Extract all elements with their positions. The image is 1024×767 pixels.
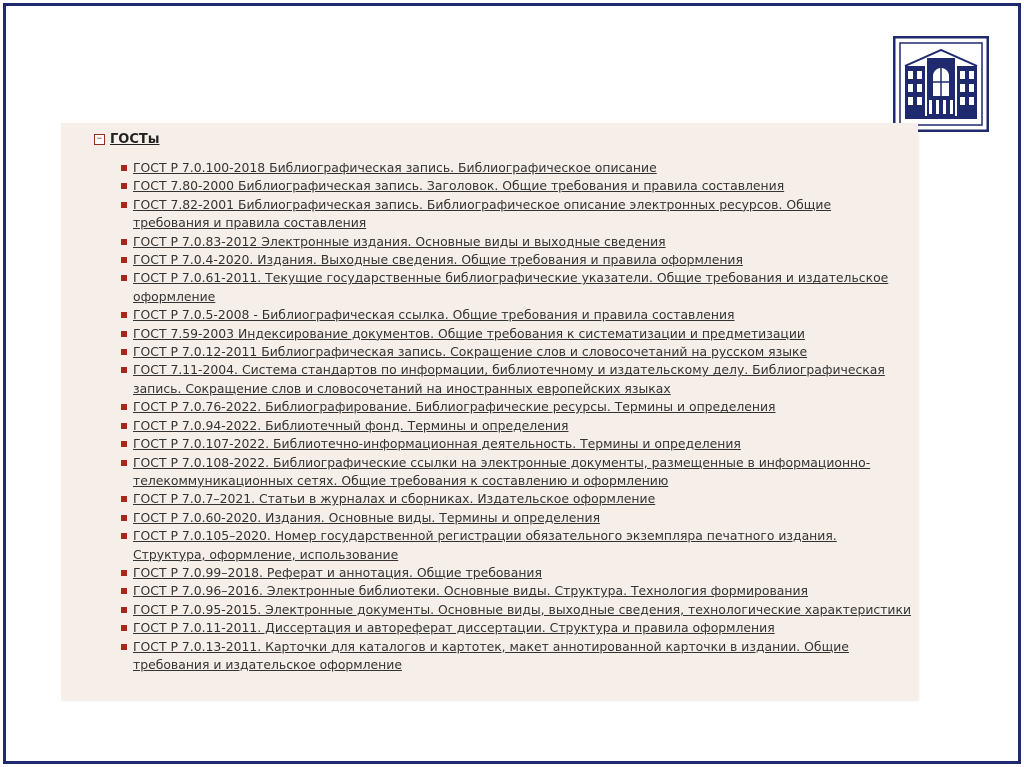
list-item	[121, 251, 911, 269]
gost-link[interactable]: ГОСТ Р 7.0.107-2022. Библиотечно-информационная деятельность. Термины и определения	[133, 436, 741, 452]
gost-link[interactable]: ГОСТ Р 7.0.11-2011. Диссертация и автореферат диссертации. Структура и правила оформления	[133, 620, 775, 636]
gost-link[interactable]: ГОСТ Р 7.0.5-2008 - Библиографическая ссылка. Общие требования и правила составления	[133, 307, 735, 323]
gost-link[interactable]: ГОСТ Р 7.0.7–2021. Статьи в журналах и сборниках. Издательское оформление	[133, 491, 656, 507]
list-item	[121, 509, 911, 527]
list-item	[121, 159, 911, 177]
gost-list	[121, 159, 911, 674]
gost-link[interactable]: ГОСТ Р 7.0.12-2011 Библиографическая запись. Сокращение слов и словосочетаний на русском языке	[133, 344, 808, 360]
list-item	[121, 564, 911, 582]
gost-link[interactable]: ГОСТ Р 7.0.108-2022. Библиографические ссылки на электронные документы, размещенные в информационно-телекоммуникационных сетях. Общие требования к составлению и оформлению	[133, 454, 871, 488]
list-item	[121, 417, 911, 435]
gost-link[interactable]: ГОСТ Р 7.0.60-2020. Издания. Основные виды. Термины и определения	[133, 509, 601, 525]
list-item	[121, 269, 911, 306]
gost-link[interactable]: ГОСТ Р 7.0.96–2016. Электронные библиотеки. Основные виды. Структура. Технология формирования	[133, 583, 808, 599]
gost-link[interactable]: ГОСТ Р 7.0.13-2011. Карточки для каталогов и картотек, макет аннотированной карточки в издании. Общие требования и издательское оформление	[133, 638, 849, 672]
collapse-toggle-icon[interactable]: −	[94, 134, 105, 145]
slide-frame	[3, 3, 1021, 764]
gost-link[interactable]: ГОСТ Р 7.0.76-2022. Библиографирование. Библиографические ресурсы. Термины и определения	[133, 399, 776, 415]
list-item	[121, 527, 911, 564]
tree-header	[94, 132, 160, 147]
gost-link[interactable]: ГОСТ Р 7.0.105–2020. Номер государственной регистрации обязательного экземпляра печатного издания. Структура, оформление, использование	[133, 528, 837, 562]
building-logo-icon	[893, 36, 989, 132]
list-item	[121, 638, 911, 675]
list-item	[121, 361, 911, 398]
gost-list-panel	[61, 123, 918, 700]
gost-link[interactable]: ГОСТ Р 7.0.99–2018. Реферат и аннотация. Общие требования	[133, 564, 542, 580]
gost-link[interactable]: ГОСТ 7.59-2003 Индексирование документов. Общие требования к систематизации и предметизации	[133, 325, 805, 341]
gost-link[interactable]: ГОСТ Р 7.0.95-2015. Электронные документы. Основные виды, выходные сведения, технологические характеристики	[133, 601, 911, 617]
list-item	[121, 619, 911, 637]
list-item	[121, 306, 911, 324]
gost-link[interactable]: ГОСТ Р 7.0.4-2020. Издания. Выходные сведения. Общие требования и правила оформления	[133, 252, 743, 268]
gost-link[interactable]: ГОСТ 7.82-2001 Библиографическая запись. Библиографическое описание электронных ресурсов. Общие требования и правила составления	[133, 196, 832, 231]
list-item	[121, 196, 911, 233]
gost-link[interactable]: ГОСТ Р 7.0.83-2012 Электронные издания. Основные виды и выходные сведения	[133, 233, 666, 249]
list-item	[121, 177, 911, 195]
gost-link[interactable]: ГОСТ 7.11-2004. Система стандартов по информации, библиотечному и издательскому делу. Библиографическая запись. Сокращение слов и словосочетаний на иностранных европейских языках	[133, 362, 885, 396]
list-item	[121, 233, 911, 251]
list-item	[121, 325, 911, 343]
gost-link[interactable]: ГОСТ Р 7.0.94-2022. Библиотечный фонд. Термины и определения	[133, 417, 569, 433]
list-item	[121, 343, 911, 361]
list-item	[121, 435, 911, 453]
list-item	[121, 601, 911, 619]
list-item	[121, 582, 911, 600]
section-title[interactable]: ГОСТы	[110, 132, 160, 147]
gost-link[interactable]: ГОСТ Р 7.0.100-2018 Библиографическая запись. Библиографическое описание	[133, 160, 657, 175]
gost-link[interactable]: ГОСТ Р 7.0.61-2011. Текущие государственные библиографические указатели. Общие требования и издательское оформление	[133, 270, 889, 304]
list-item	[121, 490, 911, 508]
list-item	[121, 454, 911, 491]
gost-link[interactable]: ГОСТ 7.80-2000 Библиографическая запись. Заголовок. Общие требования и правила составления	[133, 178, 785, 194]
list-item	[121, 398, 911, 416]
